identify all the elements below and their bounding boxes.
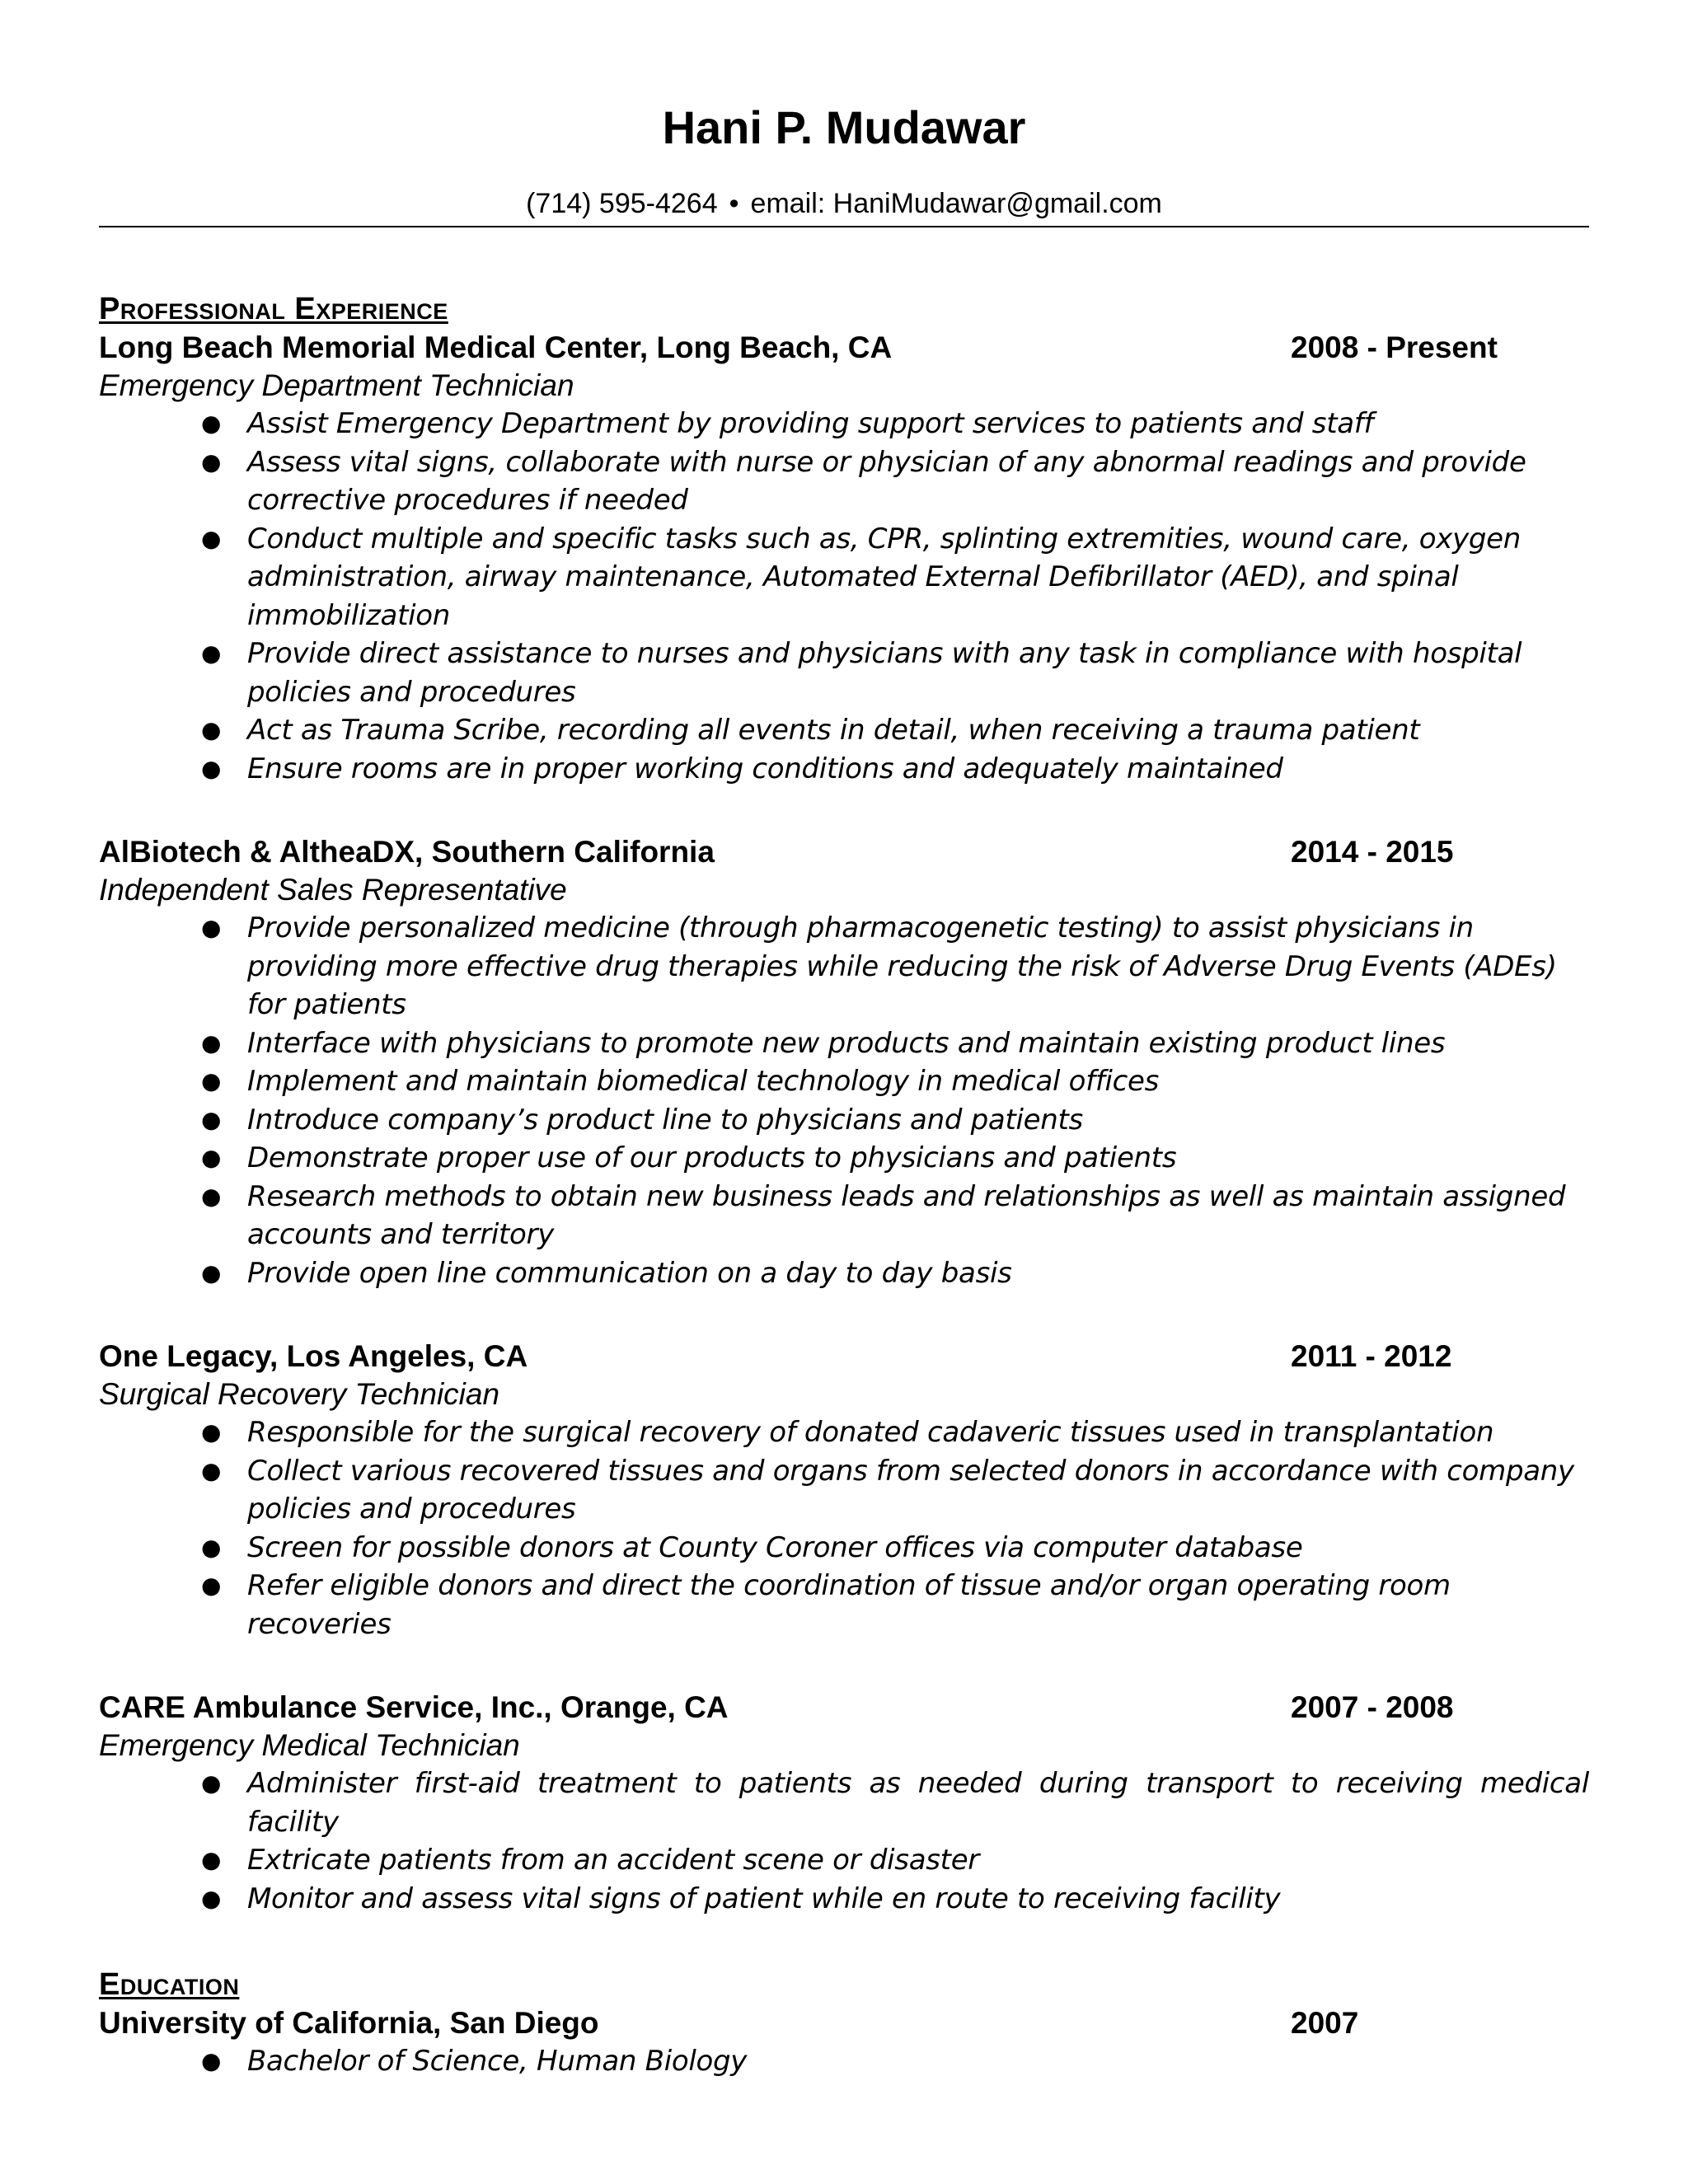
bullet-icon: ● (201, 1533, 222, 1561)
bullet-text: Ensure rooms are in proper working conditions and adequately maintained (247, 752, 1283, 785)
education-year: 2007 (1291, 2006, 1359, 2040)
bullet-text: Extricate patients from an accident scene or disaster (247, 1844, 979, 1877)
job-title: Surgical Recovery Technician (99, 1377, 500, 1411)
bullet-icon: ● (201, 1029, 222, 1057)
bullet-text: Introduce company’s product line to physicians and patients (247, 1103, 1083, 1137)
list-item (99, 1529, 1589, 1568)
bullet-icon: ● (201, 448, 222, 476)
list-item (99, 1139, 1589, 1178)
bullet-text: Collect various recovered tissues and organs from selected donors in accordance with company policies and procedures (247, 1454, 1574, 1526)
job-dates: 2011 - 2012 (1291, 1339, 1452, 1373)
separator-dot: • (729, 188, 739, 219)
education-bullet-list (99, 2042, 1589, 2081)
bullet-icon: ● (201, 716, 222, 743)
job-title: Independent Sales Representative (99, 873, 567, 907)
spacer (99, 1918, 1589, 1966)
bullet-icon: ● (201, 1182, 222, 1210)
list-item (99, 909, 1589, 1024)
bullet-icon: ● (201, 1258, 222, 1286)
list-item (99, 1452, 1589, 1529)
job-entry (99, 1688, 1589, 1918)
job-entry (99, 1337, 1589, 1643)
phone-number: (714) 595-4264 (526, 188, 718, 219)
list-item (99, 443, 1589, 520)
bullet-text: Interface with physicians to promote new products and maintain existing product lines (247, 1026, 1446, 1060)
bullet-icon: ● (201, 640, 222, 667)
bullet-icon: ● (201, 1105, 222, 1133)
list-item (99, 1254, 1589, 1293)
list-item (99, 1178, 1589, 1254)
resume-name: Hani P. Mudawar (662, 101, 1026, 153)
job-dates: 2008 - Present (1291, 330, 1498, 364)
list-item (99, 635, 1589, 711)
bullet-text: Conduct multiple and specific tasks such as, CPR, splinting extremities, wound care, oxygen administration, airway maintenance, Automated External Defibrillator (AED), and spinal immobilization (247, 522, 1522, 632)
job-bullet-list (99, 1765, 1589, 1918)
bullet-icon: ● (201, 1456, 222, 1484)
section-title-education: Education (99, 1967, 240, 2002)
list-item (99, 2042, 1589, 2081)
list-item (99, 750, 1589, 789)
job-header (99, 1688, 1589, 1727)
list-item (99, 1413, 1589, 1452)
bullet-icon: ● (201, 1067, 222, 1094)
bullet-icon: ● (201, 754, 222, 782)
bullet-icon: ● (201, 1144, 222, 1171)
job-bullet-list (99, 1413, 1589, 1643)
bullet-text: Bachelor of Science, Human Biology (247, 2045, 748, 2078)
bullet-icon: ● (201, 1572, 222, 1599)
bullet-text: Refer eligible donors and direct the coordination of tissue and/or organ operating room recoveries (247, 1569, 1451, 1641)
bullet-icon: ● (201, 410, 222, 437)
list-item (99, 1880, 1589, 1919)
resume-content (99, 290, 1589, 2081)
job-entry (99, 832, 1589, 1292)
bullet-text: Assess vital signs, collaborate with nurse or physician of any abnormal readings and provide corrective procedures if needed (247, 445, 1526, 517)
spacer (99, 1643, 1589, 1688)
job-employer: CARE Ambulance Service, Inc., Orange, CA (99, 1690, 729, 1724)
header-divider (99, 226, 1589, 227)
bullet-icon: ● (201, 914, 222, 941)
bullet-text: Demonstrate proper use of our products to physicians and patients (247, 1141, 1177, 1174)
job-bullet-list (99, 405, 1589, 788)
list-item (99, 520, 1589, 635)
list-item (99, 1567, 1589, 1643)
job-header (99, 328, 1589, 367)
bullet-icon: ● (201, 1884, 222, 1912)
bullet-text: Screen for possible donors at County Coroner offices via computer database (247, 1530, 1303, 1564)
contact-line (99, 185, 1589, 222)
bullet-text: Act as Trauma Scribe, recording all events in detail, when receiving a trauma patient (247, 714, 1420, 747)
bullet-icon: ● (201, 1418, 222, 1446)
bullet-text: Administer first-aid treatment to patients as needed during transport to receiving medical facility (247, 1767, 1589, 1839)
bullet-text: Implement and maintain biomedical technology in medical offices (247, 1065, 1160, 1098)
job-employer: Long Beach Memorial Medical Center, Long Beach, CA (99, 330, 893, 364)
bullet-text: Provide direct assistance to nurses and physicians with any task in compliance with hospital policies and procedures (247, 637, 1522, 709)
bullet-text: Provide open line communication on a day to day basis (247, 1256, 1012, 1290)
job-employer: One Legacy, Los Angeles, CA (99, 1339, 528, 1373)
list-item (99, 711, 1589, 750)
job-header (99, 832, 1589, 871)
bullet-text: Responsible for the surgical recovery of donated cadaveric tissues used in transplantation (247, 1416, 1494, 1449)
education-school: University of California, San Diego (99, 2006, 599, 2040)
bullet-text: Monitor and assess vital signs of patient while en route to receiving facility (247, 1882, 1281, 1915)
list-item (99, 1024, 1589, 1063)
list-item (99, 1062, 1589, 1101)
bullet-icon: ● (201, 524, 222, 552)
list-item (99, 1765, 1589, 1841)
bullet-icon: ● (201, 1846, 222, 1873)
job-title: Emergency Department Technician (99, 368, 574, 402)
email-address: email: HaniMudawar@gmail.com (750, 188, 1162, 219)
education-header (99, 2004, 1589, 2042)
bullet-text: Research methods to obtain new business leads and relationships as well as maintain assigned accounts and territory (247, 1179, 1566, 1251)
job-dates: 2007 - 2008 (1291, 1690, 1454, 1724)
bullet-text: Assist Emergency Department by providing support services to patients and staff (247, 407, 1374, 440)
list-item (99, 405, 1589, 443)
spacer (99, 788, 1589, 832)
education-entry (99, 2004, 1589, 2081)
list-item (99, 1101, 1589, 1140)
job-bullet-list (99, 909, 1589, 1292)
list-item (99, 1841, 1589, 1880)
spacer (99, 1292, 1589, 1337)
job-employer: AlBiotech & AltheaDX, Southern California (99, 835, 715, 869)
bullet-icon: ● (201, 1769, 222, 1797)
job-title: Emergency Medical Technician (99, 1728, 520, 1762)
job-header (99, 1337, 1589, 1376)
bullet-text: Provide personalized medicine (through pharmacogenetic testing) to assist physicians in providing more effective drug therapies while reducing the risk of Adverse Drug Events (ADEs) for patients (247, 912, 1557, 1021)
job-entry (99, 328, 1589, 788)
job-dates: 2014 - 2015 (1291, 835, 1454, 869)
bullet-icon: ● (201, 2047, 222, 2074)
section-title-experience: Professional Experience (99, 292, 448, 326)
